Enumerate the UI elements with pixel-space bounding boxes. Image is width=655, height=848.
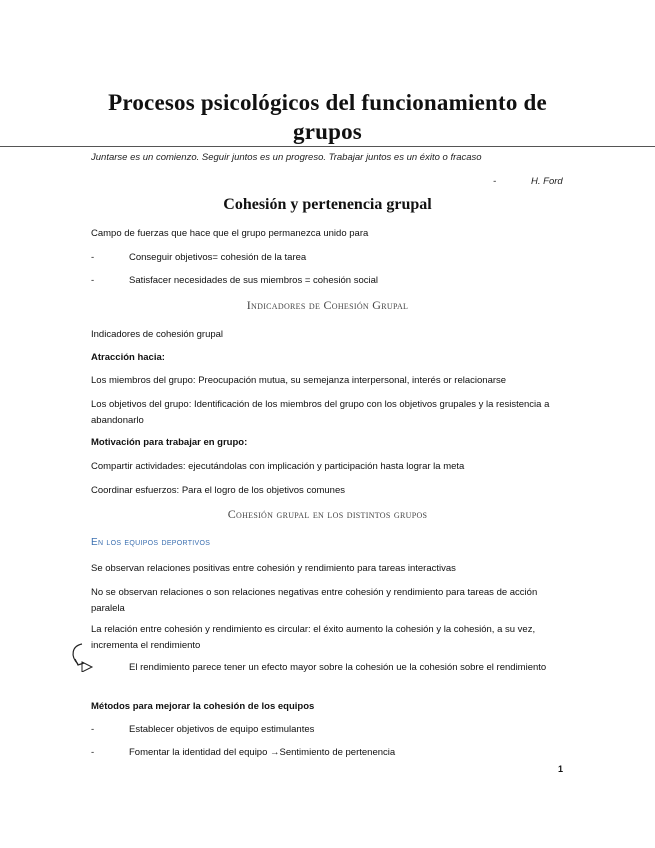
sports-teams-subheading: En los equipos deportivos: [91, 537, 211, 548]
list-item-text: Establecer objetivos de equipo estimulantes: [129, 724, 315, 735]
list-dash: -: [91, 724, 95, 735]
list-dash: -: [91, 747, 95, 758]
cohesion-intro: Campo de fuerzas que hace que el grupo permanezca unido para: [91, 228, 369, 239]
list-item-text: Conseguir objetivos= cohesión de la tarea: [129, 252, 307, 263]
section-heading-cohesion: Cohesión y pertenencia grupal: [223, 196, 432, 213]
objectives-paragraph: Los objetivos del grupo: Identificación de los miembros del grupo con los objetivos grupales y la resistencia a abandonarlo: [91, 399, 550, 426]
attraction-label: Atracción hacia:: [91, 352, 165, 363]
positive-relations-paragraph: Se observan relaciones positivas entre cohesión y rendimiento para tareas interactivas: [91, 563, 456, 574]
section-heading-groups: Cohesión grupal en los distintos grupos: [227, 507, 428, 521]
page-title: Procesos psicológicos del funcionamiento de grupos: [108, 90, 547, 144]
page-number: 1: [558, 764, 564, 774]
circular-relation-paragraph: La relación entre cohesión y rendimiento es circular: el éxito aumento la cohesión y la cohesión, a su vez, incrementa el rendimiento: [91, 624, 536, 651]
members-paragraph: Los miembros del grupo: Preocupación mutua, su semejanza interpersonal, interés or relacionarse: [91, 375, 507, 386]
motivation-label: Motivación para trabajar en grupo:: [91, 437, 248, 448]
share-paragraph: Compartir actividades: ejecutándolas con implicación y participación hasta lograr la meta: [91, 461, 465, 472]
indicators-intro: Indicadores de cohesión grupal: [91, 329, 224, 340]
performance-effect-paragraph: El rendimiento parece tener un efecto mayor sobre la cohesión ue la cohesión sobre el rendimiento: [129, 662, 547, 673]
quote-author: H. Ford: [531, 176, 563, 187]
list-dash: -: [91, 275, 95, 286]
list-item-text: Satisfacer necesidades de sus miembros = cohesión social: [129, 275, 378, 286]
list-item-text: Fomentar la identidad del equipo →Sentimiento de pertenencia: [129, 747, 396, 758]
coordinate-paragraph: Coordinar esfuerzos: Para el logro de los objetivos comunes: [91, 485, 345, 496]
list-dash: -: [91, 252, 95, 263]
negative-relations-paragraph: No se observan relaciones o son relaciones negativas entre cohesión y rendimiento para tareas de acción paralela: [91, 587, 538, 614]
epigraph-quote: Juntarse es un comienzo. Seguir juntos es un progreso. Trabajar juntos es un éxito o fracaso: [91, 152, 482, 163]
section-heading-indicators: Indicadores de Cohesión Grupal: [246, 298, 409, 312]
methods-label: Métodos para mejorar la cohesión de los equipos: [91, 701, 315, 712]
attribution-dash: -: [493, 176, 497, 187]
title-divider: [0, 146, 655, 147]
